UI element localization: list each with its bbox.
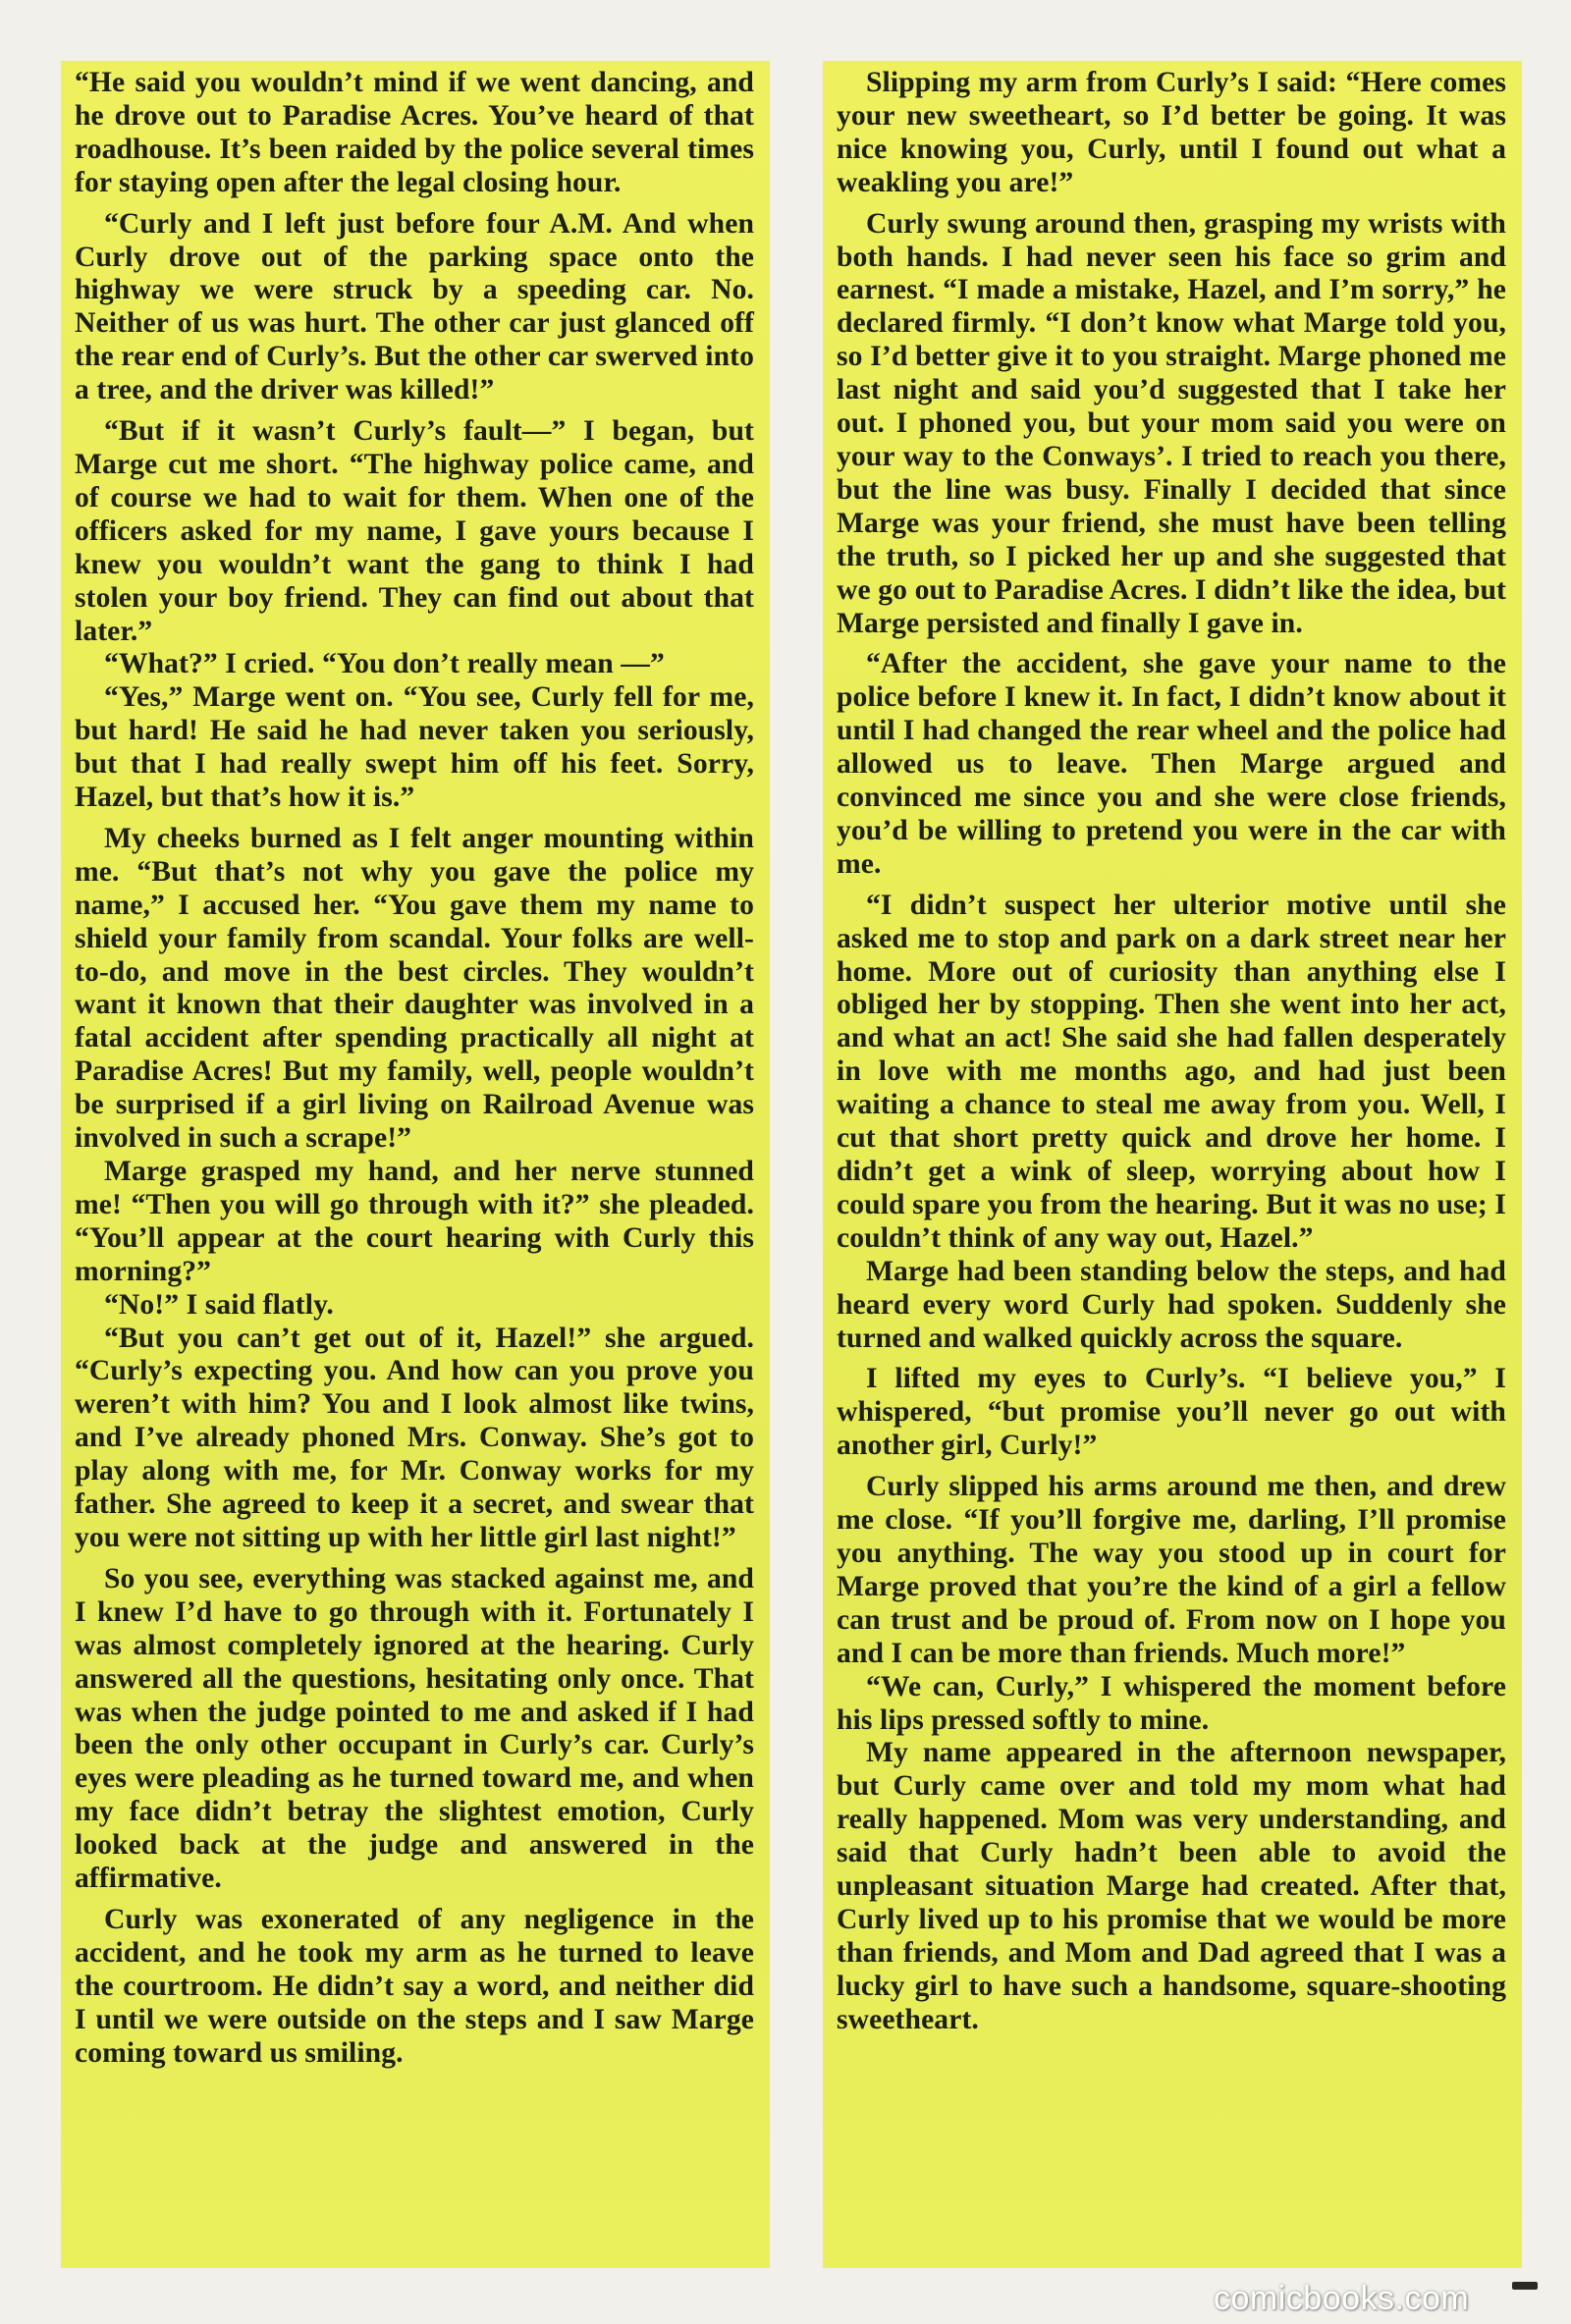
- watermark: comicbooks.com: [1214, 2280, 1470, 2317]
- end-mark-icon: [1512, 2282, 1538, 2290]
- paragraph: Curly swung around then, grasping my wrists with both hands. I had never seen his face so grim and earnest. “I made a mistake, Hazel, and I’m sorry,” he declared firmly. “I don’t know what Marge told you, so I’d better give it to you straight. Marge phoned me last night and said you’d suggested that I take her out. I phoned you, but your mom said you were on your way to the Conways’. I tried to reach you there, but the line was busy. Finally I decided that since Marge was your friend, she must have been telling the truth, so I picked her up and she suggested that we go out to Paradise Acres. I didn’t like the idea, but Marge persisted and finally I gave in.: [837, 207, 1506, 639]
- paragraph: “No!” I said flatly.: [104, 1288, 334, 1321]
- right-text-column: [823, 61, 1522, 2268]
- paragraph: “Yes,” Marge went on. “You see, Curly fell for me, but hard! He said he had never taken you seriously, but that I had really swept him off his feet. Sorry, Hazel, but that’s how it is.”: [75, 681, 754, 814]
- paragraph: I lifted my eyes to Curly’s. “I believe you,” I whispered, “but promise you’ll never go out with another girl, Curly!”: [837, 1363, 1506, 1462]
- paragraph: “He said you wouldn’t mind if we went dancing, and he drove out to Paradise Acres. You’ve heard of that roadhouse. It’s been raided by the police several times for staying open after the legal closing hour.: [75, 67, 754, 198]
- paragraph: So you see, everything was stacked against me, and I knew I’d have to go through with it. Fortunately I was almost completely ignored at the hearing. Curly answered all the questions, hesitating only once. That was when the judge pointed to me and asked if I had been the only other occupant in Curly’s car. Curly’s eyes were pleading as he turned toward me, and when my face didn’t betray the slightest emotion, Curly looked back at the judge and answered in the affirmative.: [75, 1562, 754, 1895]
- paragraph: Marge grasped my hand, and her nerve stunned me! “Then you will go through with it?” she pleaded. “You’ll appear at the court hearing with Curly this morning?”: [75, 1156, 754, 1287]
- paragraph: My name appeared in the afternoon newspaper, but Curly came over and told my mom what had really happened. Mom was very understanding, and said that Curly hadn’t been able to avoid the unpleasant situation Marge had created. After that, Curly lived up to his promise that we would be more than friends, and Mom and Dad agreed that I was a lucky girl to have such a handsome, square-shooting sweetheart.: [837, 1737, 1506, 2035]
- paragraph: “What?” I cried. “You don’t really mean —”: [104, 648, 665, 680]
- paragraph: Curly was exonerated of any negligence in the accident, and he took my arm as he turned to leave the courtroom. He didn’t say a word, and neither did I until we were outside on the steps and I saw Marge coming toward us smiling.: [75, 1903, 754, 2069]
- paragraph: Marge had been standing below the steps, and had heard every word Curly had spoken. Suddenly she turned and walked quickly across the square.: [837, 1255, 1506, 1354]
- paragraph: “I didn’t suspect her ulterior motive until she asked me to stop and park on a dark street near her home. More out of curiosity than anything else I obliged her by stopping. Then she went into her act, and what an act! She said she had fallen desperately in love with me months ago, and had just been waiting a chance to steal me away from you. Well, I cut that short pretty quick and drove her home. I didn’t get a wink of sleep, worrying about how I could spare you from the hearing. But it was no use; I couldn’t think of any way out, Hazel.”: [837, 889, 1506, 1254]
- paragraph: Curly slipped his arms around me then, and drew me close. “If you’ll forgive me, darling, I’ll promise you anything. The way you stood up in court for Marge proved that you’re the kind of a girl a fellow can trust and be proud of. From now on I hope you and I can be more than friends. Much more!”: [837, 1471, 1506, 1669]
- paragraph: My cheeks burned as I felt anger mounting within me. “But that’s not why you gave the police my name,” I accused her. “You gave them my name to shield your family from scandal. Your folks are well-to-do, and move in the best circles. They wouldn’t want it known that their daughter was involved in a fatal accident after spending practically all night at Paradise Acres! But my family, well, people wouldn’t be surprised if a girl living on Railroad Avenue was involved in such a scrape!”: [75, 822, 754, 1155]
- paragraph: “But you can’t get out of it, Hazel!” she argued. “Curly’s expecting you. And how can you prove you weren’t with him? You and I look almost like twins, and I’ve already phoned Mrs. Conway. She’s got to play along with me, for Mr. Conway works for my father. She agreed to keep it a secret, and swear that you were not sitting up with her little girl last night!”: [75, 1322, 754, 1553]
- left-text-column: [61, 61, 770, 2268]
- paragraph: “Curly and I left just before four A.M. And when Curly drove out of the parking space onto the highway we were struck by a speeding car. No. Neither of us was hurt. The other car just glanced off the rear end of Curly’s. But the other car swerved into a tree, and the driver was killed!”: [75, 207, 754, 406]
- paragraph: “After the accident, she gave your name to the police before I knew it. In fact, I didn’t know about it until I had changed the rear wheel and the police had allowed us to leave. Then Marge argued and convinced me since you and she were close friends, you’d be willing to pretend you were in the car with me.: [837, 648, 1506, 880]
- paragraph: “But if it wasn’t Curly’s fault—” I began, but Marge cut me short. “The highway police came, and of course we had to wait for them. When one of the officers asked for my name, I gave yours because I knew you wouldn’t want the gang to think I had stolen your boy friend. They can find out about that later.”: [75, 415, 754, 647]
- paragraph: Slipping my arm from Curly’s I said: “Here comes your new sweetheart, so I’d better be going. It was nice knowing you, Curly, until I found out what a weakling you are!”: [837, 67, 1506, 198]
- paragraph: “We can, Curly,” I whispered the moment before his lips pressed softly to mine.: [837, 1670, 1506, 1736]
